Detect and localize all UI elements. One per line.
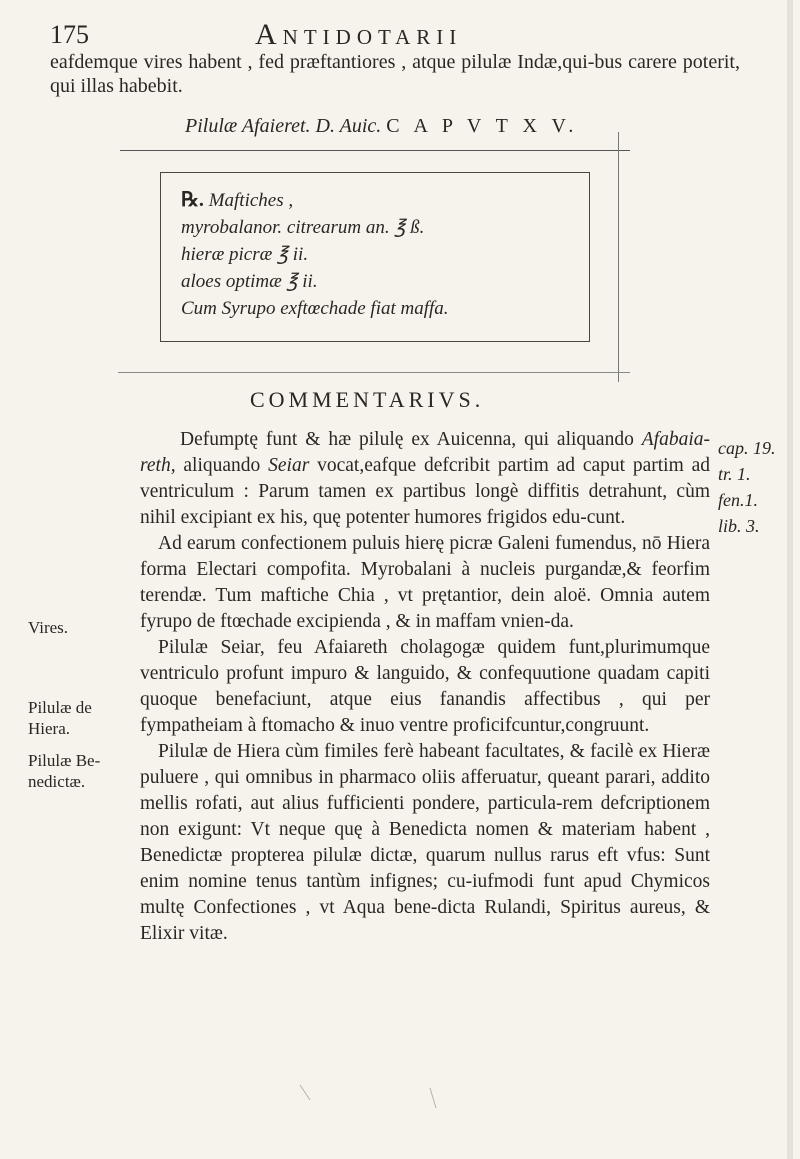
ingredient-myrobalan: myrobalanor. citrearum an. ℥ ß.: [181, 217, 425, 238]
prescription-box: [160, 172, 590, 342]
running-title: Antidotarii: [255, 18, 463, 51]
ink-speck: [430, 1088, 436, 1108]
prescription-line-1: [181, 187, 569, 214]
preparation-instruction: Cum Syrupo exftœchade fiat maffa.: [181, 298, 449, 319]
margin-note-pilulae-benedictae: Pilulæ Be-nedictæ.: [28, 751, 101, 791]
ingredient-hiera-picra: hieræ picræ ℥ ii.: [181, 244, 309, 265]
margin-note-vires: Vires.: [28, 618, 69, 637]
commentary-paragraph-4: Pilulæ de Hiera cùm fimiles ferè habeant facultates, & facilè ex Hieræ puluere , qui omnibus in pharmaco oliis afferuatur, queant parari, addito mellis rofati, aut alius fufficienti pondere, particula-rem defcriptionem non exigunt: Vt neque quę à Benedicta nomen & materiam habent , Benedictæ propterea pilulæ dictæ, quarum nullus rarus eft vfus: Sunt enim nomine tenus tantùm infignes; cu-iufmodi funt apud Chymicos multę Confectiones , vt Aqua bene-dicta Rulandi, Spiritus aureus, & Elixir vitæ.: [140, 741, 710, 944]
chapter-heading: [185, 115, 685, 138]
margin-note-pilulae-de-hiera: Pilulæ de Hiera.: [28, 698, 92, 738]
ingredient-mastic: Maftiches ,: [208, 190, 294, 211]
page-number: 175: [50, 20, 89, 49]
chapter-title: Pilulæ Afaieret.: [185, 115, 311, 137]
bottom-rule: [118, 372, 630, 373]
commentary-paragraph-1: Defumptę funt & hæ pilulę ex Auicenna, qui aliquando Afabaia-reth, aliquando Seiar vocat,eafque defcribit partim ad caput partim ad ventriculum : Parum tamen ex partibus longè diffitis detrahunt, cùm nihil excipiant ex his, quę potenter humores frigidos edu-cunt.: [140, 429, 710, 528]
commentary-paragraph-3: Pilulæ Seiar, feu Afaiareth cholagogæ quidem funt,plurimumque ventriculo profunt impuro & languido, & confequutione quadam capiti quoque benefaciunt, atque eius fanandis affectibus , qui per fympatheiam à ftomacho & inuo ventre proficifcuntur,congruunt.: [140, 637, 710, 736]
commentary-heading: COMMENTARIVS.: [250, 387, 485, 412]
chapter-number: C A P V T X V.: [386, 115, 579, 137]
commentary-paragraph-2: Ad earum confectionem puluis hierę picræ Galeni fumendus, nō Hiera forma Electari compofita. Myrobalani à nucleis purgandæ,& feorfim terendæ. Tum maftiche Chia , vt prętantior, dein aloë. Omnia autem fyrupo de ftœchade excipienda , & in maffam vnien-da.: [140, 533, 710, 632]
commentary-body: [140, 427, 710, 947]
running-head: [50, 16, 750, 50]
margin-note-fen: fen.1.: [718, 490, 758, 510]
margin-note-chapter: cap. 19.: [718, 438, 776, 458]
recipe-mark: ℞.: [181, 189, 204, 211]
top-rule: [120, 150, 630, 151]
margin-note-tract: tr. 1.: [718, 464, 751, 484]
side-rule: [618, 132, 619, 382]
chapter-author: D. Auic.: [315, 115, 382, 137]
intro-paragraph: eafdemque vires habent , fed præftantiores , atque pilulæ Indæ,qui-bus carere poterit, qui illas habebit.: [50, 51, 740, 97]
ingredient-aloes: aloes optimæ ℥ ii.: [181, 271, 318, 292]
margin-note-book: lib. 3.: [718, 516, 760, 536]
ink-speck: [300, 1085, 310, 1100]
